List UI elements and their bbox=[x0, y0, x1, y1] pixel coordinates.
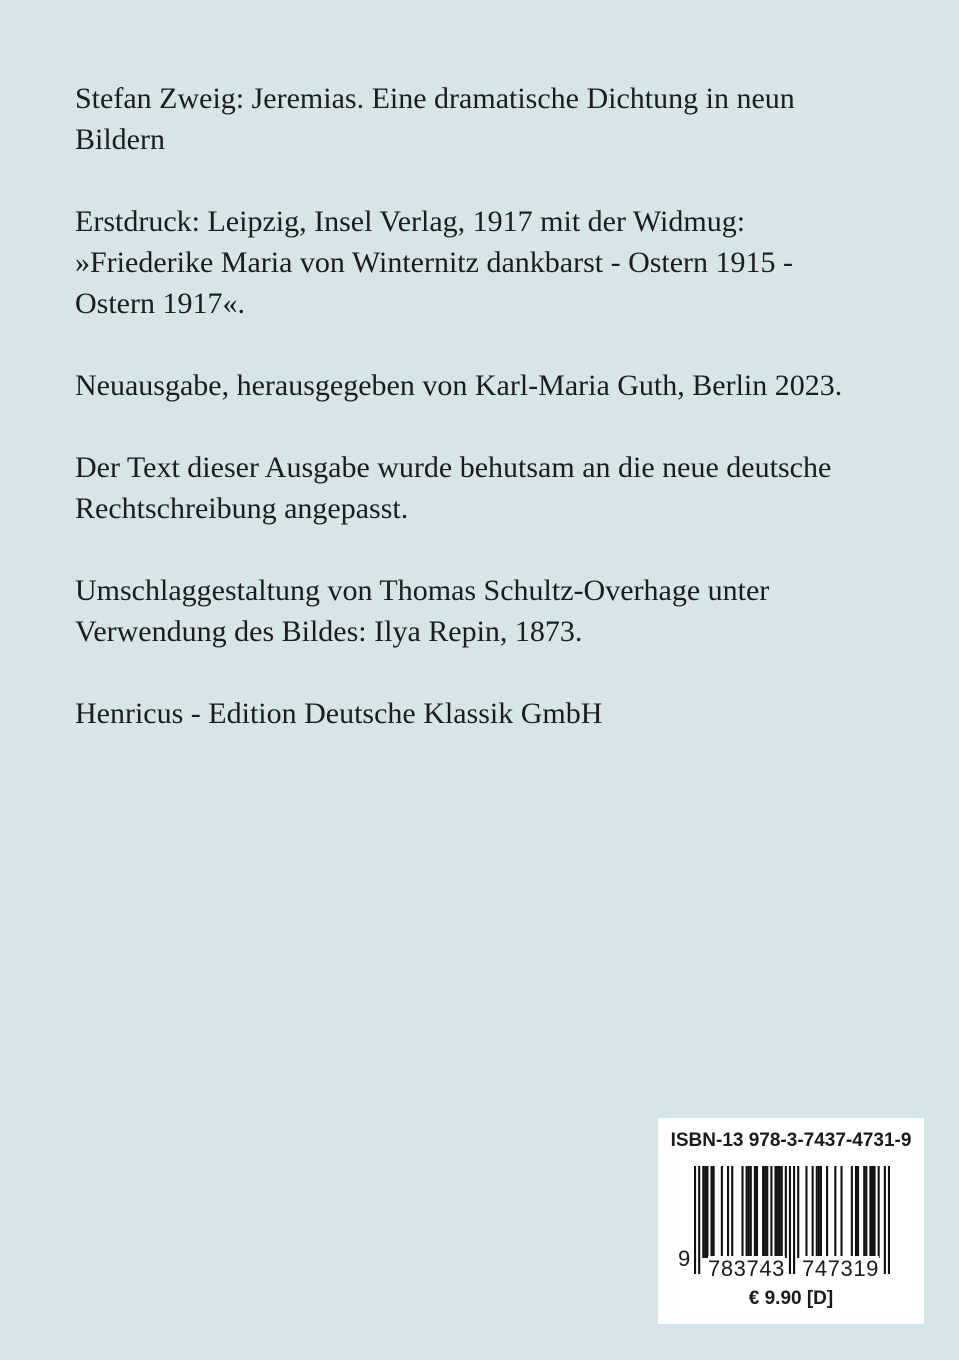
cover-design-line: Verwendung des Bildes: Ilya Repin, 1873. bbox=[75, 615, 583, 648]
cover-design-line: Umschlaggestaltung von Thomas Schultz-Overhage unter bbox=[75, 574, 770, 607]
barcode-digits-left: 783743 bbox=[708, 1256, 786, 1281]
barcode-bar bbox=[762, 1166, 764, 1258]
barcode-bar bbox=[750, 1166, 752, 1258]
barcode-bar bbox=[756, 1166, 758, 1258]
barcode-guard-bar bbox=[789, 1166, 791, 1274]
first-print-line: Ostern 1917«. bbox=[75, 287, 245, 320]
first-print-paragraph bbox=[75, 201, 875, 324]
barcode-digits-right: 747319 bbox=[802, 1256, 880, 1281]
title-line: Bildern bbox=[75, 123, 165, 156]
barcode-guard-bar bbox=[884, 1166, 886, 1274]
barcode-guard-bar bbox=[698, 1166, 700, 1274]
barcode-label bbox=[658, 1118, 924, 1324]
barcode-bar bbox=[766, 1166, 768, 1258]
barcode-bar bbox=[746, 1166, 748, 1258]
barcode-bar bbox=[711, 1166, 713, 1258]
barcode-bar bbox=[871, 1166, 873, 1258]
barcode-bar bbox=[797, 1166, 799, 1258]
barcode-bar bbox=[812, 1166, 814, 1258]
isbn-label: ISBN-13 978-3-7437-4731-9 bbox=[670, 1130, 912, 1151]
barcode-guard-bar bbox=[694, 1166, 696, 1274]
barcode-digit-first: 9 bbox=[678, 1246, 691, 1271]
colophon-text bbox=[75, 78, 875, 775]
barcode-bar bbox=[748, 1166, 750, 1258]
first-print-line: »Friederike Maria von Winternitz dankbarst - Ostern 1915 - bbox=[75, 246, 794, 279]
barcode-bar bbox=[713, 1166, 715, 1258]
barcode-bar bbox=[869, 1166, 871, 1258]
cover-design-paragraph bbox=[75, 570, 875, 652]
barcode-bar bbox=[770, 1166, 772, 1258]
new-edition-paragraph bbox=[75, 365, 875, 406]
barcode-guard-bar bbox=[793, 1166, 795, 1274]
barcode-bar bbox=[851, 1166, 853, 1258]
orthography-line: Der Text dieser Ausgabe wurde behutsam an die neue deutsche bbox=[75, 451, 832, 484]
barcode-bar bbox=[721, 1166, 723, 1258]
barcode-bar bbox=[805, 1166, 807, 1258]
title-line: Stefan Zweig: Jeremias. Eine dramatische Dichtung in neun bbox=[75, 82, 795, 115]
barcode-bar bbox=[816, 1166, 818, 1258]
orthography-paragraph bbox=[75, 447, 875, 529]
barcode-bar bbox=[731, 1166, 733, 1258]
barcode-bar bbox=[777, 1166, 779, 1258]
barcode-bar bbox=[826, 1166, 828, 1258]
publisher-line: Henricus - Edition Deutsche Klassik GmbH bbox=[75, 697, 603, 730]
barcode-bar bbox=[873, 1166, 875, 1258]
barcode-bar bbox=[785, 1166, 787, 1258]
barcode-bar bbox=[820, 1166, 822, 1258]
title-paragraph bbox=[75, 78, 875, 160]
barcode-bar bbox=[855, 1166, 857, 1258]
price-label: € 9.90 [D] bbox=[748, 1288, 834, 1309]
barcode-bar bbox=[774, 1166, 776, 1258]
barcode-guard-bar bbox=[888, 1166, 890, 1274]
barcode-bar bbox=[865, 1166, 867, 1258]
barcode-bar bbox=[863, 1166, 865, 1258]
barcode-bar bbox=[818, 1166, 820, 1258]
orthography-line: Rechtschreibung angepasst. bbox=[75, 492, 409, 525]
barcode-bar bbox=[704, 1166, 706, 1258]
barcode-bar bbox=[857, 1166, 859, 1258]
barcode-bar bbox=[727, 1166, 729, 1258]
barcode-bar bbox=[702, 1166, 704, 1258]
barcode-bar bbox=[779, 1166, 781, 1258]
barcode-bar bbox=[840, 1166, 842, 1258]
barcode-bar bbox=[764, 1166, 766, 1258]
barcode-bar bbox=[754, 1166, 756, 1258]
barcode-bar bbox=[781, 1166, 783, 1258]
barcode-bar bbox=[706, 1166, 708, 1258]
new-edition-line: Neuausgabe, herausgegeben von Karl-Maria Guth, Berlin 2023. bbox=[75, 369, 843, 402]
barcode-bar bbox=[741, 1166, 743, 1258]
barcode-bar bbox=[834, 1166, 836, 1258]
publisher-paragraph bbox=[75, 693, 875, 734]
barcode-bar bbox=[878, 1166, 880, 1258]
first-print-line: Erstdruck: Leipzig, Insel Verlag, 1917 mit der Widmug: bbox=[75, 205, 746, 238]
